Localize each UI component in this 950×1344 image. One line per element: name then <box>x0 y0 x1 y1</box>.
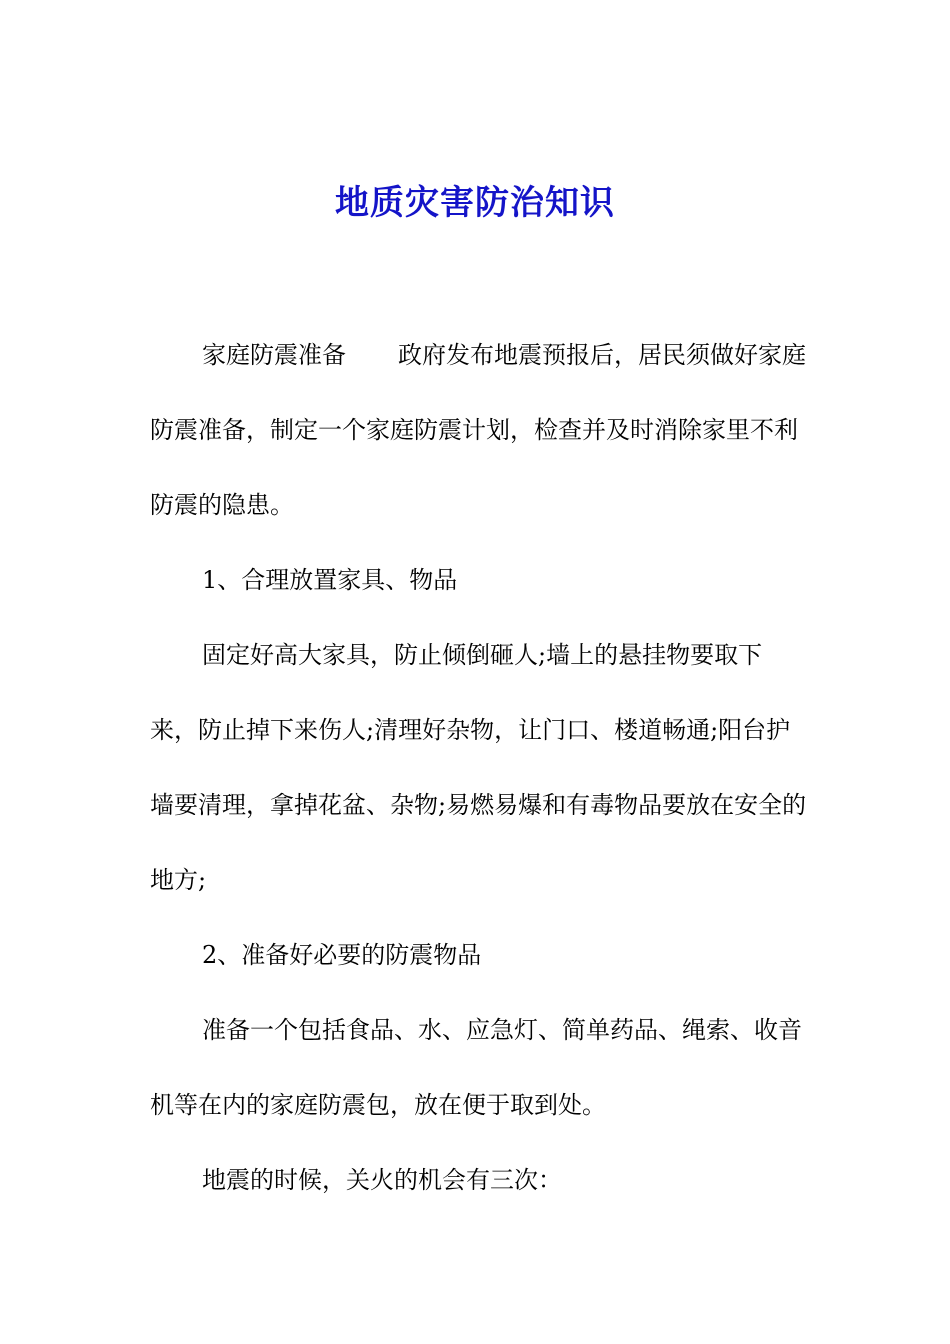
paragraph: 地震的时候，关火的机会有三次： <box>202 1166 562 1194</box>
paragraph-heading: 家庭防震准备 <box>202 341 346 369</box>
paragraph: 准备一个包括食品、水、应急灯、简单药品、绳索、收音机等在内的家庭防震包，放在便于取到处。 <box>150 1016 802 1119</box>
page-title: 地质灾害防治知识 <box>335 183 615 223</box>
paragraph <box>150 318 810 543</box>
section-heading: 2、准备好必要的防震物品 <box>202 941 482 969</box>
section-heading: 1、合理放置家具、物品 <box>202 566 458 594</box>
paragraph: 固定好高大家具，防止倾倒砸人;墙上的悬挂物要取下来，防止掉下来伤人;清理好杂物，让门口、楼道畅通;阳台护墙要清理，拿掉花盆、杂物;易燃易爆和有毒物品要放在安全的地方; <box>150 641 807 894</box>
document-body <box>150 318 810 1218</box>
paragraph-text: 政府发布地震预报后，居民须做好家庭防震准备，制定一个家庭防震计划，检查并及时消除家里不利防震的隐患。 <box>150 341 806 519</box>
